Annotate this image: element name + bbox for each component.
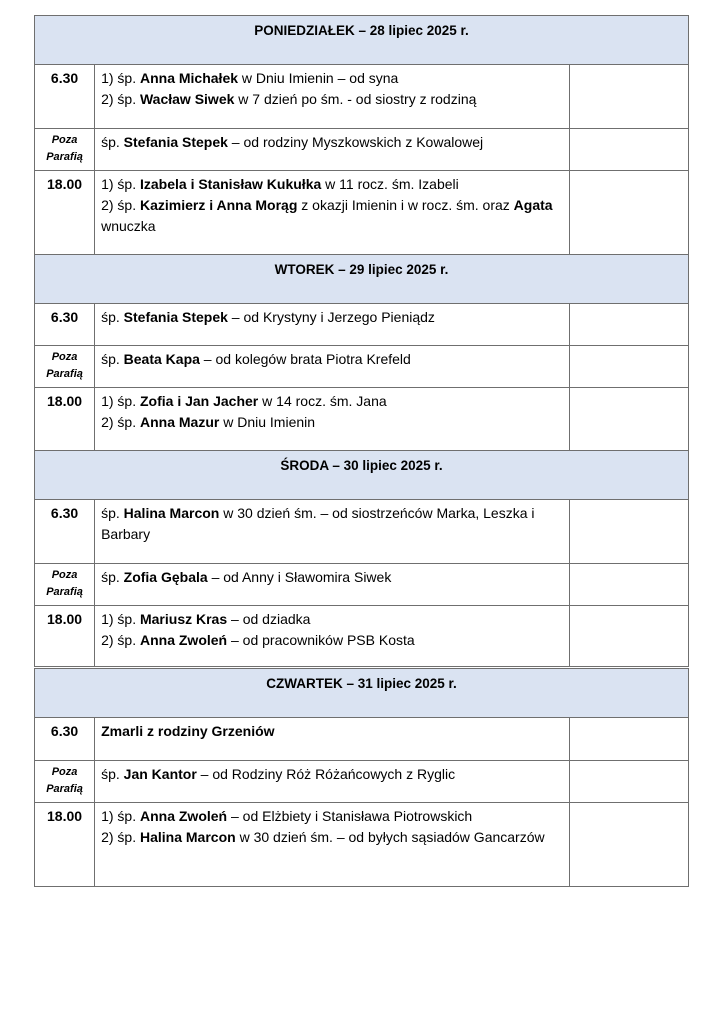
intention-line: [101, 630, 563, 651]
deceased-name: Beata Kapa: [123, 351, 200, 367]
intention-line: [101, 721, 563, 742]
empty-notes-cell: [569, 129, 688, 171]
intention-text: w Dniu Imienin – od syna: [238, 70, 399, 86]
intention-line: [101, 609, 563, 630]
intention-line: [101, 349, 563, 370]
deceased-name: Jan Kantor: [123, 766, 197, 782]
intention-text: 2) śp.: [101, 829, 140, 845]
deceased-name: Wacław Siwek: [139, 91, 235, 107]
deceased-name: Anna Mazur: [139, 414, 220, 430]
mass-row: [35, 606, 689, 668]
intention-text: – od kolegów brata Piotra Krefeld: [199, 351, 411, 367]
intention-text: śp.: [101, 569, 124, 585]
empty-notes-cell: [569, 606, 688, 668]
mass-time: 6.30: [35, 500, 95, 564]
intention-text: śp.: [101, 134, 124, 150]
intention-text: z okazji Imienin i w rocz. śm. oraz: [297, 197, 514, 213]
day-header: CZWARTEK – 31 lipiec 2025 r.: [35, 668, 689, 718]
intention-line: [101, 68, 563, 89]
mass-row: [35, 388, 689, 451]
day-header: ŚRODA – 30 lipiec 2025 r.: [35, 451, 689, 500]
intention-line: [101, 827, 563, 848]
mass-time: 18.00: [35, 171, 95, 255]
empty-notes-cell: [569, 346, 688, 388]
intention-text: 1) śp.: [101, 393, 140, 409]
intention-text: śp.: [101, 505, 124, 521]
intention-text: w 30 dzień śm. – od siostrzeńców Marka, Leszka i Barbary: [101, 505, 535, 542]
mass-location-label: Poza Parafią: [35, 346, 95, 388]
mass-intention: [95, 761, 570, 803]
empty-notes-cell: [569, 803, 688, 887]
day-header: PONIEDZIAŁEK – 28 lipiec 2025 r.: [35, 16, 689, 65]
intention-text: w 11 rocz. śm. Izabeli: [321, 176, 459, 192]
intention-line: [101, 391, 563, 412]
intention-text: 2) śp.: [101, 632, 140, 648]
deceased-name: Zofia i Jan Jacher: [139, 393, 259, 409]
mass-row: [35, 761, 689, 803]
empty-notes-cell: [569, 65, 688, 129]
intention-text: w Dniu Imienin: [219, 414, 316, 430]
empty-notes-cell: [569, 500, 688, 564]
intention-text: śp.: [101, 766, 124, 782]
mass-location-label: Poza Parafią: [35, 129, 95, 171]
day-header-row: [35, 451, 689, 500]
empty-notes-cell: [569, 564, 688, 606]
empty-notes-cell: [569, 388, 688, 451]
mass-intention: [95, 304, 570, 346]
intention-text: – od dziadka: [227, 611, 311, 627]
day-header: WTOREK – 29 lipiec 2025 r.: [35, 255, 689, 304]
mass-intention: [95, 718, 570, 761]
day-header-row: [35, 255, 689, 304]
mass-time: 18.00: [35, 388, 95, 451]
intention-line: [101, 174, 563, 195]
intention-line: [101, 412, 563, 433]
intention-text: w 7 dzień po śm. - od siostry z rodziną: [234, 91, 477, 107]
mass-intention: [95, 171, 570, 255]
schedule-body: [35, 16, 689, 887]
mass-row: [35, 564, 689, 606]
mass-location-label: Poza Parafią: [35, 564, 95, 606]
mass-row: [35, 65, 689, 129]
intention-text: w 14 rocz. śm. Jana: [258, 393, 387, 409]
intention-line: [101, 195, 563, 237]
deceased-name: Izabela i Stanisław Kukułka: [139, 176, 322, 192]
empty-notes-cell: [569, 171, 688, 255]
mass-row: [35, 304, 689, 346]
mass-time: 6.30: [35, 718, 95, 761]
intention-text: śp.: [101, 309, 124, 325]
intention-text: – od Rodziny Róż Różańcowych z Ryglic: [196, 766, 456, 782]
deceased-name: Anna Zwoleń: [139, 808, 228, 824]
intention-text: 1) śp.: [101, 176, 140, 192]
mass-intention: [95, 564, 570, 606]
mass-time: 6.30: [35, 65, 95, 129]
deceased-name: Anna Zwoleń: [139, 632, 228, 648]
intention-line: [101, 503, 563, 545]
mass-time: 18.00: [35, 606, 95, 668]
intention-line: [101, 806, 563, 827]
intention-text: 2) śp.: [101, 414, 140, 430]
intention-text: 1) śp.: [101, 611, 140, 627]
deceased-name: Halina Marcon: [139, 829, 236, 845]
intention-text: – od rodziny Myszkowskich z Kowalowej: [227, 134, 484, 150]
empty-notes-cell: [569, 304, 688, 346]
intention-text: – od Anny i Sławomira Siwek: [207, 569, 392, 585]
mass-row: [35, 346, 689, 388]
deceased-name: Zofia Gębala: [123, 569, 208, 585]
mass-row: [35, 718, 689, 761]
mass-intention: [95, 803, 570, 887]
deceased-name: Halina Marcon: [123, 505, 220, 521]
deceased-name: Kazimierz i Anna Morąg: [139, 197, 298, 213]
mass-intention: [95, 346, 570, 388]
mass-schedule-table: [34, 15, 689, 887]
empty-notes-cell: [569, 718, 688, 761]
intention-line: [101, 307, 563, 328]
mass-intention: [95, 388, 570, 451]
intention-text: w 30 dzień śm. – od byłych sąsiadów Gancarzów: [235, 829, 545, 845]
intention-line: [101, 132, 563, 153]
empty-notes-cell: [569, 761, 688, 803]
deceased-name: Mariusz Kras: [139, 611, 228, 627]
mass-row: [35, 171, 689, 255]
intention-text: wnuczka: [101, 218, 156, 234]
mass-intention: [95, 65, 570, 129]
mass-location-label: Poza Parafią: [35, 761, 95, 803]
mass-intention: [95, 129, 570, 171]
deceased-name: Zmarli z rodziny Grzeniów: [101, 723, 275, 739]
intention-text: – od pracowników PSB Kosta: [227, 632, 415, 648]
intention-line: [101, 764, 563, 785]
deceased-name: Agata: [513, 197, 553, 213]
mass-time: 6.30: [35, 304, 95, 346]
intention-text: – od Krystyny i Jerzego Pieniądz: [227, 309, 435, 325]
mass-time: 18.00: [35, 803, 95, 887]
day-header-row: [35, 668, 689, 718]
mass-intention: [95, 606, 570, 668]
intention-text: śp.: [101, 351, 124, 367]
mass-row: [35, 803, 689, 887]
intention-text: 1) śp.: [101, 70, 140, 86]
deceased-name: Anna Michałek: [139, 70, 239, 86]
day-header-row: [35, 16, 689, 65]
intention-text: 2) śp.: [101, 91, 140, 107]
mass-row: [35, 500, 689, 564]
mass-row: [35, 129, 689, 171]
intention-text: 2) śp.: [101, 197, 140, 213]
intention-line: [101, 567, 563, 588]
intention-text: – od Elżbiety i Stanisława Piotrowskich: [227, 808, 473, 824]
deceased-name: Stefania Stepek: [123, 309, 228, 325]
mass-intention: [95, 500, 570, 564]
deceased-name: Stefania Stepek: [123, 134, 228, 150]
intention-line: [101, 89, 563, 110]
intention-text: 1) śp.: [101, 808, 140, 824]
